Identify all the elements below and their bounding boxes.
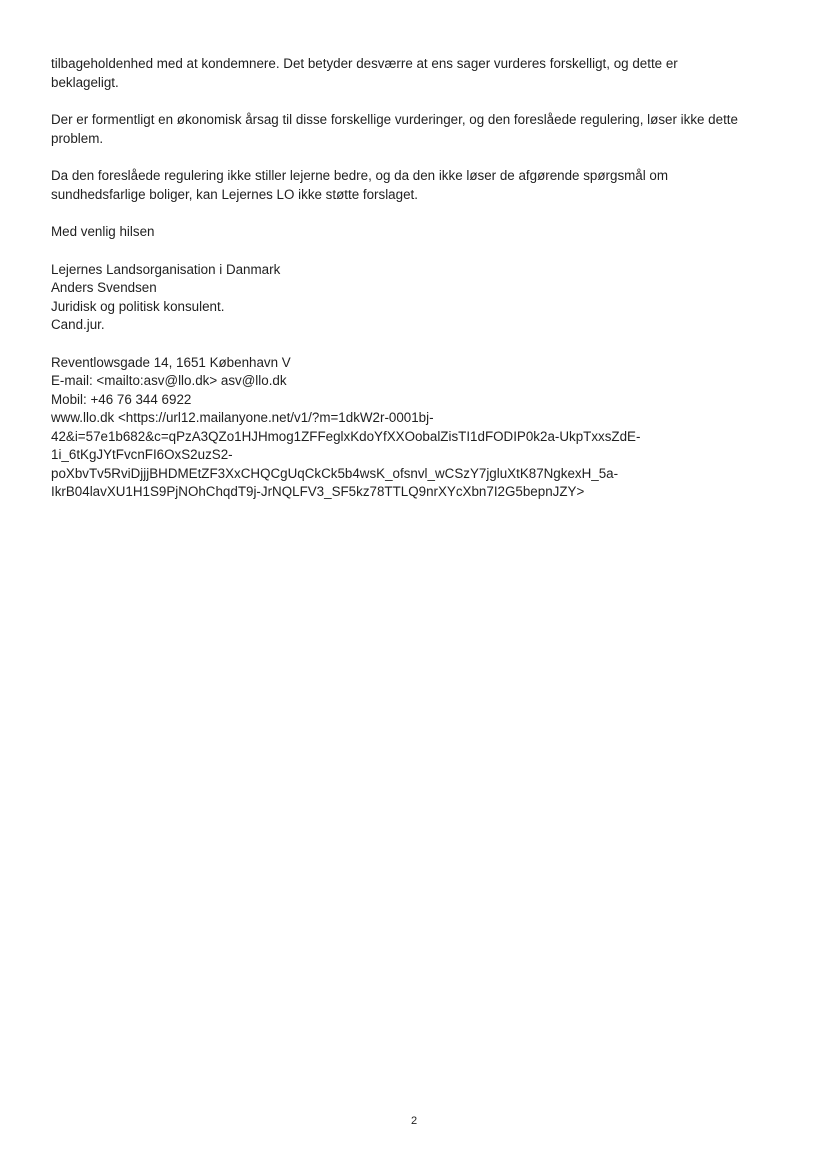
paragraph-1 [51, 55, 791, 92]
paragraph-line: problem. [51, 130, 104, 146]
contact-block [51, 354, 791, 502]
signature-name: Anders Svendsen [51, 280, 157, 295]
signature-title: Juridisk og politisk konsulent. [51, 298, 225, 314]
signature-block [51, 261, 791, 335]
closing [51, 223, 791, 242]
paragraph-line: sundhedsfarlige boliger, kan Lejernes LO ikke støtte forslaget. [51, 186, 418, 202]
contact-email[interactable]: E-mail: <mailto:asv@llo.dk> asv@llo.dk [51, 373, 287, 388]
paragraph-line: tilbageholdenhed med at kondemnere. Det betyder desværre at ens sager vurderes forskelligt, og dette er [51, 56, 678, 71]
paragraph-line: beklageligt. [51, 74, 119, 90]
page-number: 2 [410, 1115, 418, 1127]
paragraph-line: Da den foreslåede regulering ikke stiller lejerne bedre, og da den ikke løser de afgørende spørgsmål om [51, 168, 669, 183]
contact-web-line[interactable]: poXbvTv5RviDjjjBHDMEtZF3XxCHQCgUqCkCk5b4wsK_ofsnvl_wCSzY7jgluXtK87NgkexH_5a- [51, 465, 619, 481]
paragraph-2 [51, 111, 791, 148]
signature-degree: Cand.jur. [51, 317, 105, 332]
paragraph-3 [51, 167, 791, 204]
contact-web-line[interactable]: IkrB04lavXU1H1S9PjNOhChqdT9j-JrNQLFV3_SF5kz78TTLQ9nrXYcXbn7I2G5bepnJZY> [51, 484, 585, 499]
contact-web-line[interactable]: 42&i=57e1b682&c=qPzA3QZo1HJHmog1ZFFeglxKdoYfXXOobalZisTI1dFODIP0k2a-UkpTxxsZdE- [51, 428, 641, 444]
paragraph-line: Der er formentligt en økonomisk årsag til disse forskellige vurderinger, og den foreslåede regulering, løser ikke dette [51, 112, 738, 127]
contact-web-line[interactable]: www.llo.dk <https://url12.mailanyone.net/v1/?m=1dkW2r-0001bj- [51, 410, 434, 425]
contact-mobile: Mobil: +46 76 344 6922 [51, 391, 192, 407]
closing-text: Med venlig hilsen [51, 224, 155, 239]
contact-web-line[interactable]: 1i_6tKgJYtFvcnFI6OxS2uzS2- [51, 447, 233, 462]
letter-body [51, 55, 791, 521]
signature-organization: Lejernes Landsorganisation i Danmark [51, 261, 281, 277]
contact-address: Reventlowsgade 14, 1651 København V [51, 354, 291, 370]
